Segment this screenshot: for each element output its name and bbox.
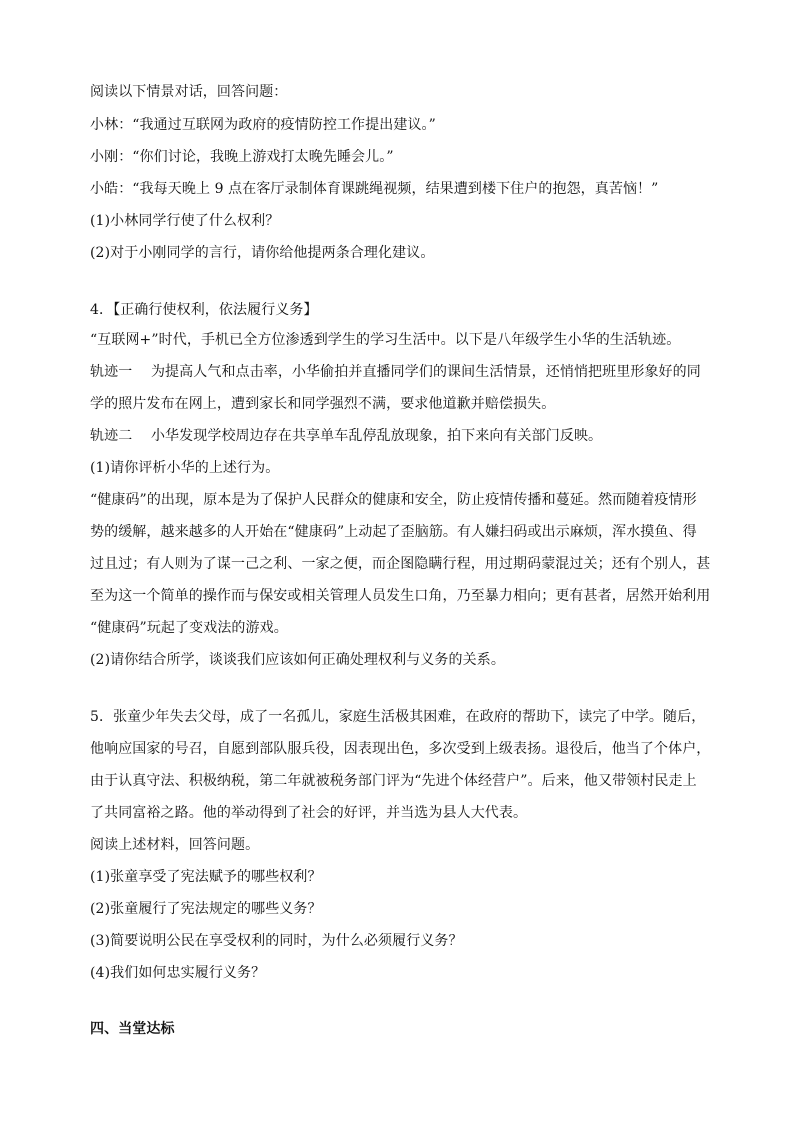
question-item: (4)我们如何忠实履行义务？	[90, 965, 266, 981]
question-4-text: 学的照片发布在网上，遭到家长和同学强烈不满，要求他道歉并赔偿损失。	[90, 396, 556, 412]
question-4-text: 过且过；有人则为了谋一己之利、一家之便，而企图隐瞒行程，用过期码蒙混过关；还有个别人，甚	[90, 556, 711, 572]
question-5-text: 了共同富裕之路。他的举动得到了社会的好评，并当选为县人大代表。	[90, 805, 528, 821]
question-item: (2)张童履行了宪法规定的哪些义务？	[90, 901, 322, 917]
question-item: (1)小林同学行使了什么权利？	[90, 213, 280, 229]
dialogue-line: 小林：“我通过互联网为政府的疫情防控工作提出建议。”	[90, 117, 436, 133]
question-item: (1)张童享受了宪法赋予的哪些权利？	[90, 869, 322, 885]
question-item: (2)请你结合所学，谈谈我们应该如何正确处理权利与义务的关系。	[90, 652, 505, 668]
question-item: (2)对于小刚同学的言行，请你给他提两条合理化建议。	[90, 245, 435, 261]
reading-prompt: 阅读以下情景对话，回答问题：	[90, 84, 288, 100]
question-item: (1)请你评析小华的上述行为。	[90, 460, 280, 476]
question-5-text: 由于认真守法、积极纳税，第二年就被税务部门评为“先进个体经营户”。后来，他又带领村民走上	[90, 773, 697, 789]
question-4-text: 轨迹一 为提高人气和点击率，小华偷拍并直播同学们的课间生活情景，还悄悄把班里形象好的同	[90, 364, 701, 380]
dialogue-line: 小皓：“我每天晚上 9 点在客厅录制体育课跳绳视频，结果遭到楼下住户的抱怨，真苦恼！”	[90, 181, 659, 197]
question-5-text: 阅读上述材料，回答问题。	[90, 837, 260, 853]
question-4-text: “互联网+”时代，手机已全方位渗透到学生的学习生活中。以下是八年级学生小华的生活轨迹。	[90, 332, 681, 348]
question-5-text: 他响应国家的号召，自愿到部队服兵役，因表现出色，多次受到上级表扬。退役后，他当了个体户，	[90, 741, 711, 757]
dialogue-line: 小刚：“你们讨论，我晚上游戏打太晚先睡会儿。”	[90, 149, 394, 165]
question-4-text: 轨迹二 小华发现学校周边存在共享单车乱停乱放现象，拍下来向有关部门反映。	[90, 428, 603, 444]
question-item: (3)简要说明公民在享受权利的同时，为什么必须履行义务？	[90, 933, 463, 949]
question-4-text: “健康码”的出现，原本是为了保护人民群众的健康和安全，防止疫情传播和蔓延。然而随着疫情形	[90, 492, 697, 508]
section-heading: 四、当堂达标	[90, 1021, 175, 1037]
question-4-text: 至为这一个简单的操作而与保安或相关管理人员发生口角，乃至暴力相向；更有甚者，居然开始利用	[90, 588, 711, 604]
question-4-text: “健康码”玩起了变戏法的游戏。	[90, 620, 288, 636]
question-4-text: 势的缓解，越来越多的人开始在“健康码”上动起了歪脑筋。有人嫌扫码或出示麻烦，浑水摸鱼、得	[90, 524, 697, 540]
question-5-text: 5．张童少年失去父母，成了一名孤儿，家庭生活极其困难，在政府的帮助下，读完了中学。随后，	[90, 709, 706, 725]
question-4-title: 4．【正确行使权利，依法履行义务】	[90, 302, 318, 318]
